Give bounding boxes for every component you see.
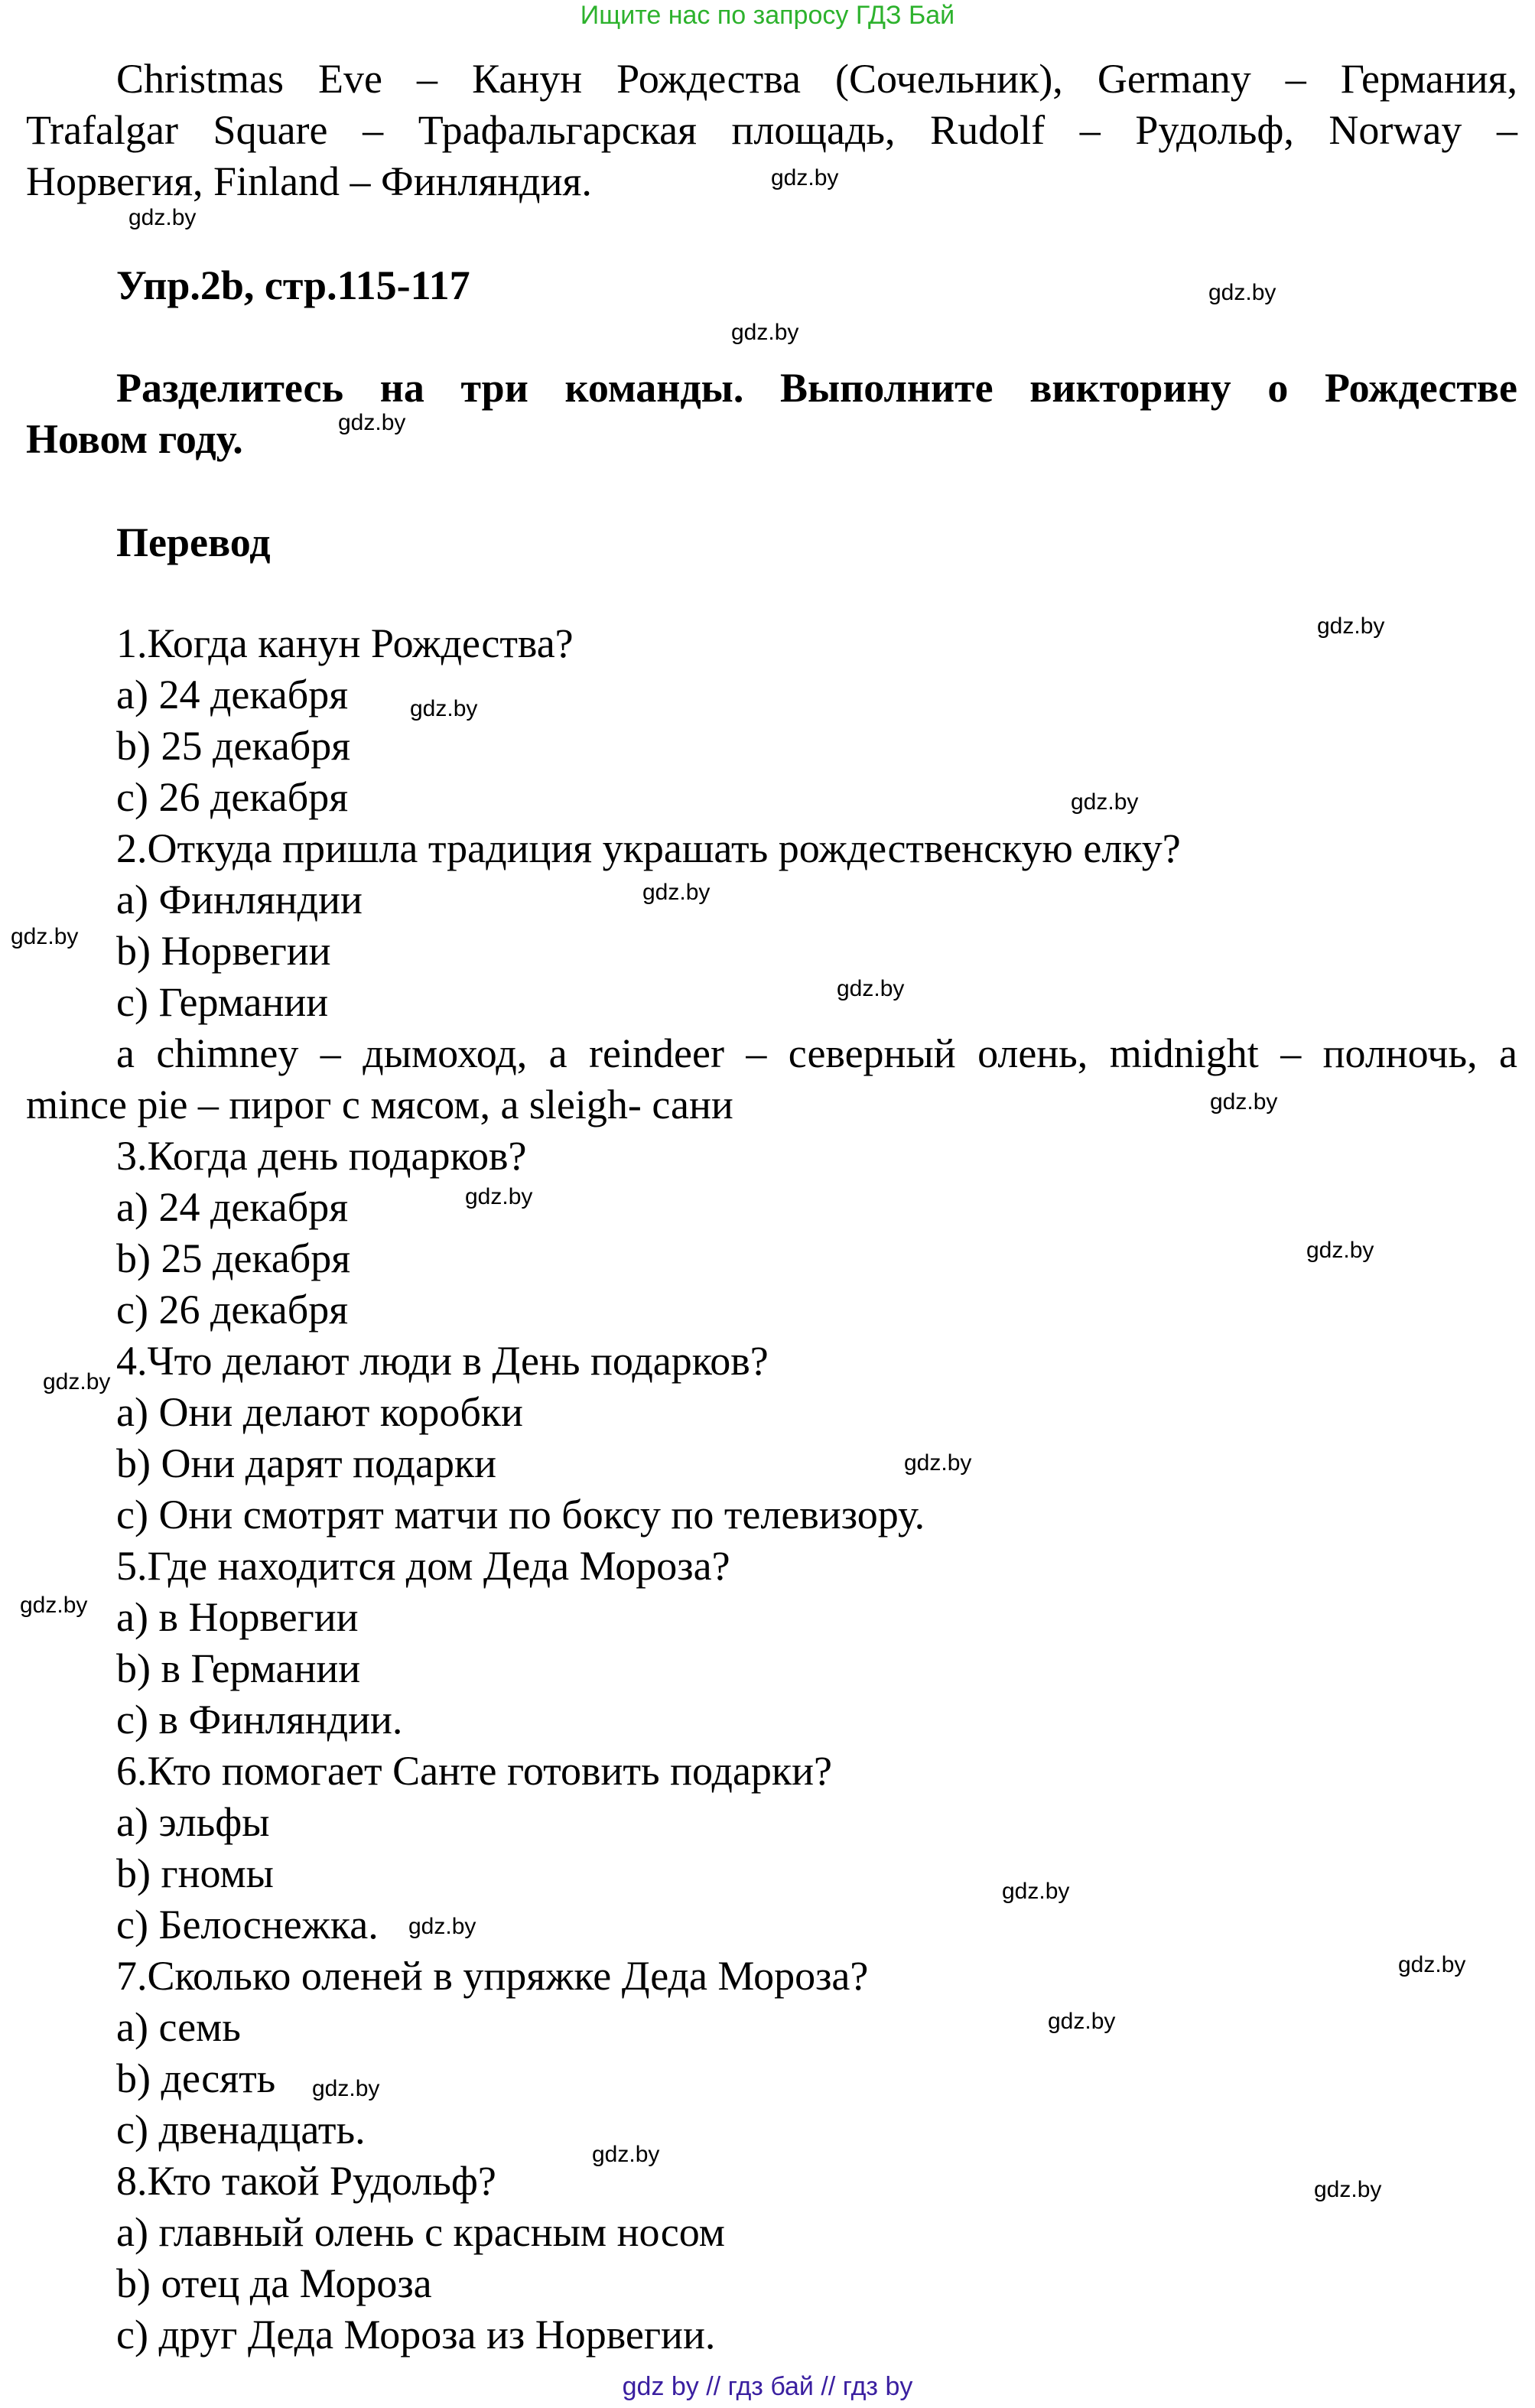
- watermark: gdz.by: [338, 410, 406, 435]
- question-4: 4.Что делают люди в День подарков?: [116, 1338, 769, 1384]
- answer-7a: a) семь: [116, 2004, 241, 2050]
- watermark: gdz.by: [410, 696, 478, 721]
- question-2: 2.Откуда пришла традиция украшать рождественскую елку?: [116, 825, 1181, 871]
- question-6: 6.Кто помогает Санте готовить подарки?: [116, 1748, 833, 1794]
- vocab2-paragraph: [26, 1028, 1517, 1131]
- watermark: gdz.by: [20, 1593, 88, 1618]
- watermark: gdz.by: [592, 2142, 660, 2167]
- task-line-2: Новом году.: [26, 416, 243, 462]
- answer-5b: b) в Германии: [116, 1645, 361, 1691]
- watermark: gdz.by: [11, 924, 79, 949]
- vocab2-line-1: a chimney – дымоход, a reindeer – северный олень, midnight – полночь, a: [116, 1030, 1517, 1076]
- answer-3c: c) 26 декабря: [116, 1287, 349, 1333]
- answer-4c: c) Они смотрят матчи по боксу по телевизору.: [116, 1492, 925, 1538]
- answer-5a: a) в Норвегии: [116, 1594, 359, 1640]
- watermark: gdz.by: [1002, 1879, 1070, 1904]
- watermark: gdz.by: [1071, 789, 1139, 815]
- answer-1a: a) 24 декабря: [116, 672, 349, 718]
- watermark: gdz.by: [1210, 1089, 1278, 1115]
- question-7: 7.Сколько оленей в упряжке Деда Мороза?: [116, 1953, 869, 1999]
- top-banner[interactable]: Ищите нас по запросу ГДЗ Бай: [580, 1, 955, 30]
- watermark: gdz.by: [408, 1914, 476, 1939]
- question-3: 3.Когда день подарков?: [116, 1133, 527, 1179]
- watermark: gdz.by: [1306, 1238, 1374, 1263]
- watermark: gdz.by: [1208, 280, 1276, 305]
- watermark: gdz.by: [642, 880, 711, 905]
- answer-6c: c) Белоснежка.: [116, 1902, 379, 1948]
- vocab-line-3: Норвегия, Finland – Финляндия.: [26, 158, 592, 204]
- answer-1b: b) 25 декабря: [116, 723, 351, 769]
- task-paragraph: [26, 363, 1517, 465]
- watermark: gdz.by: [128, 205, 197, 230]
- answer-6b: b) гномы: [116, 1850, 274, 1896]
- answer-7c: c) двенадцать.: [116, 2107, 366, 2153]
- answer-2c: c) Германии: [116, 979, 329, 1025]
- watermark: gdz.by: [904, 1450, 972, 1476]
- answer-5c: c) в Финляндии.: [116, 1697, 403, 1743]
- question-5: 5.Где находится дом Деда Мороза?: [116, 1543, 730, 1589]
- answer-6a: a) эльфы: [116, 1799, 270, 1845]
- question-8: 8.Кто такой Рудольф?: [116, 2158, 496, 2204]
- answer-7b: b) десять: [116, 2055, 276, 2101]
- watermark: gdz.by: [43, 1369, 111, 1394]
- watermark: gdz.by: [771, 165, 839, 190]
- translation-heading: Перевод: [116, 519, 271, 565]
- watermark: gdz.by: [1048, 2009, 1116, 2034]
- vocab2-line-2: mince pie – пирог с мясом, a sleigh- сани: [26, 1082, 733, 1128]
- question-1: 1.Когда канун Рождества?: [116, 620, 574, 666]
- answer-8c: c) друг Деда Мороза из Норвегии.: [116, 2312, 716, 2358]
- watermark: gdz.by: [1398, 1952, 1466, 1977]
- watermark: gdz.by: [837, 976, 905, 1001]
- watermark: gdz.by: [1314, 2177, 1382, 2202]
- answer-3b: b) 25 декабря: [116, 1235, 351, 1281]
- answer-4b: b) Они дарят подарки: [116, 1440, 497, 1486]
- answer-2a: a) Финляндии: [116, 877, 363, 923]
- answer-8b: b) отец да Мороза: [116, 2260, 432, 2306]
- vocab-line-2: Trafalgar Square – Трафальгарская площадь, Rudolf – Рудольф, Norway –: [26, 107, 1517, 153]
- answer-3a: a) 24 декабря: [116, 1184, 349, 1230]
- watermark: gdz.by: [1317, 613, 1385, 639]
- answer-4a: a) Они делают коробки: [116, 1389, 523, 1435]
- watermark: gdz.by: [312, 2076, 380, 2101]
- answer-8a: a) главный олень с красным носом: [116, 2209, 725, 2255]
- watermark: gdz.by: [465, 1184, 533, 1209]
- task-line-1: Разделитесь на три команды. Выполните викторину о Рождестве: [116, 365, 1517, 411]
- answer-2b: b) Норвегии: [116, 928, 331, 974]
- answer-1c: c) 26 декабря: [116, 774, 349, 820]
- watermark: gdz.by: [731, 320, 799, 345]
- exercise-title: Упр.2b, стр.115-117: [116, 262, 470, 308]
- footer-links[interactable]: gdz by // гдз бай // гдз by: [622, 2372, 913, 2401]
- vocab-line-1: Christmas Eve – Канун Рождества (Сочельник), Germany – Германия,: [116, 56, 1517, 102]
